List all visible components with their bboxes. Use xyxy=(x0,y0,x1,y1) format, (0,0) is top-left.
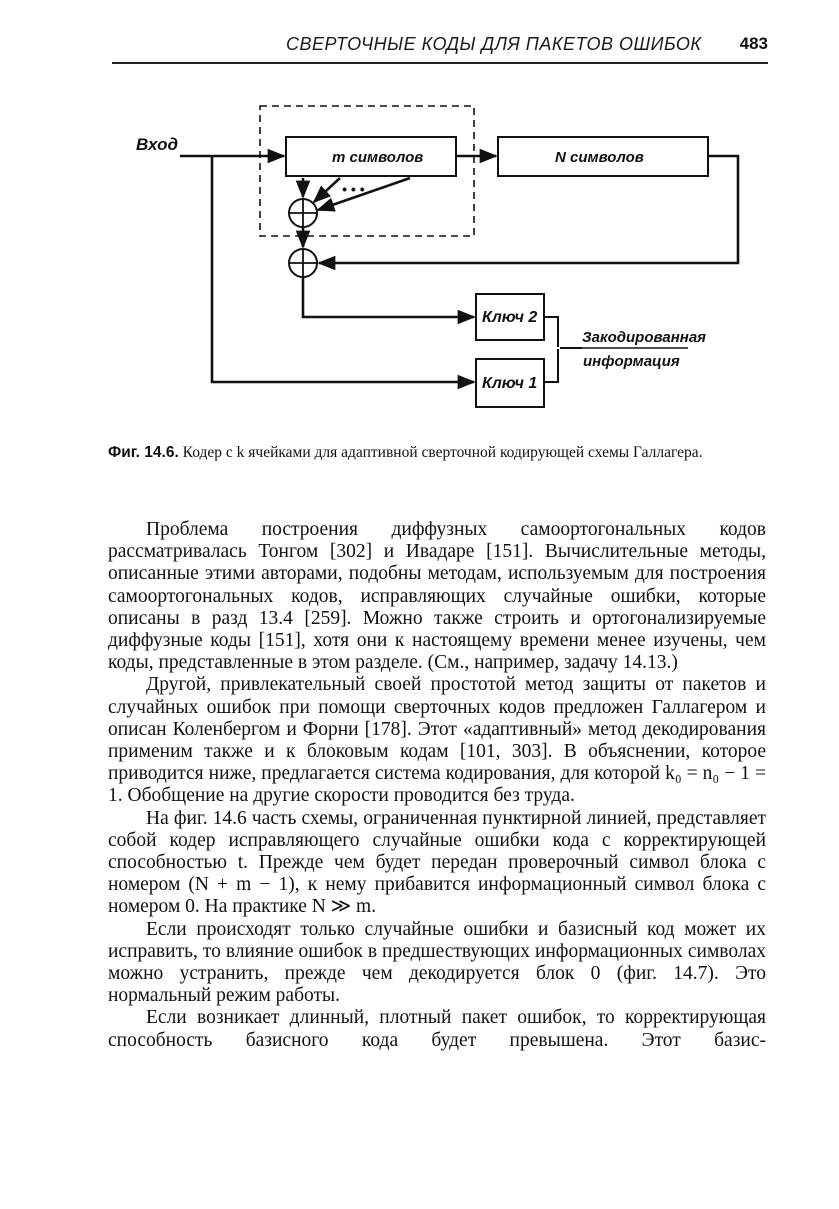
caption-label: Фиг. 14.6. xyxy=(108,444,179,461)
encoder-diagram xyxy=(0,0,839,440)
adder-to-key2-line xyxy=(303,277,474,317)
encoder-boundary xyxy=(260,106,474,236)
figure-caption xyxy=(108,442,768,463)
n-feedback-line xyxy=(319,156,738,263)
paragraph-2: Другой, привлекательный своей простотой метод защиты от пакетов и случайных ошибок при помощи сверточных кодов предложен Галлагером и описан Коленбергом и Форни [178]. Этот «адаптивный» метод декодирования применим также и к блоковым кодам [101, 303]. В объяснении, которое приводится ниже, предлагается система кодирования, для которой k₀ = n₀ − 1 = 1. Обобщение на другие скорости проводится без труда. xyxy=(108,674,766,807)
running-head: СВЕРТОЧНЫЕ КОДЫ ДЛЯ ПАКЕТОВ ОШИБОК xyxy=(286,34,702,54)
output-label-line1: Закодированная xyxy=(582,329,707,346)
paragraph-1: Проблема построения диффузных самоортогональных кодов рассматривалась Тонгом [302] и Ивадаре [151]. Вычислительные методы, описанные этими авторами, подобны методам, используемым для построения самоортогональных кодов, исправляющих случайные ошибки, которые описаны в разд 13.4 [259]. Можно также строить и ортогонализируемые диффузные коды [151], хотя они к настоящему времени менее изучены, чем коды, представленные в этом разделе. (См., например, задачу 14.13.) xyxy=(108,519,766,674)
adder-upper xyxy=(289,199,317,227)
register-m-label: m символов xyxy=(332,149,424,166)
page-number: 483 xyxy=(739,34,768,53)
paragraph-3: На фиг. 14.6 часть схемы, ограниченная пунктирной линией, представляет собой кодер исправляющего случайные ошибки кода с корректирующей способностью t. Прежде чем будет передан проверочный символ блока с номером (N + m − 1), к нему прибавится информационный символ блока с номером 0. На практике N ≫ m. xyxy=(108,807,766,918)
key1-label: Ключ 1 xyxy=(482,375,538,392)
output-label-line2: информация xyxy=(583,353,680,370)
input-label: Вход xyxy=(136,135,178,154)
paragraph-5: Если возникает длинный, плотный пакет ошибок, то корректирующая способность базисного кода будет превышена. Этот базис- xyxy=(108,1007,766,1051)
caption-text: Кодер с k ячейками для адаптивной сверточной кодирующей схемы Галлагера. xyxy=(182,444,703,461)
adder-lower xyxy=(289,249,317,277)
register-n-label: N символов xyxy=(555,149,644,166)
key1-output-line xyxy=(544,349,558,382)
key2-label: Ключ 2 xyxy=(482,309,538,326)
tap-2 xyxy=(314,178,340,202)
paragraph-4: Если происходят только случайные ошибки и базисный код может их исправить, то влияние ошибок в предшествующих информационных символах можно устранить, прежде чем декодируется блок 0 (фиг. 14.7). Это нормальный режим работы. xyxy=(108,918,766,1007)
key2-output-line xyxy=(544,317,558,347)
body-text xyxy=(108,519,766,1052)
tap-dots: • • • xyxy=(342,181,365,197)
